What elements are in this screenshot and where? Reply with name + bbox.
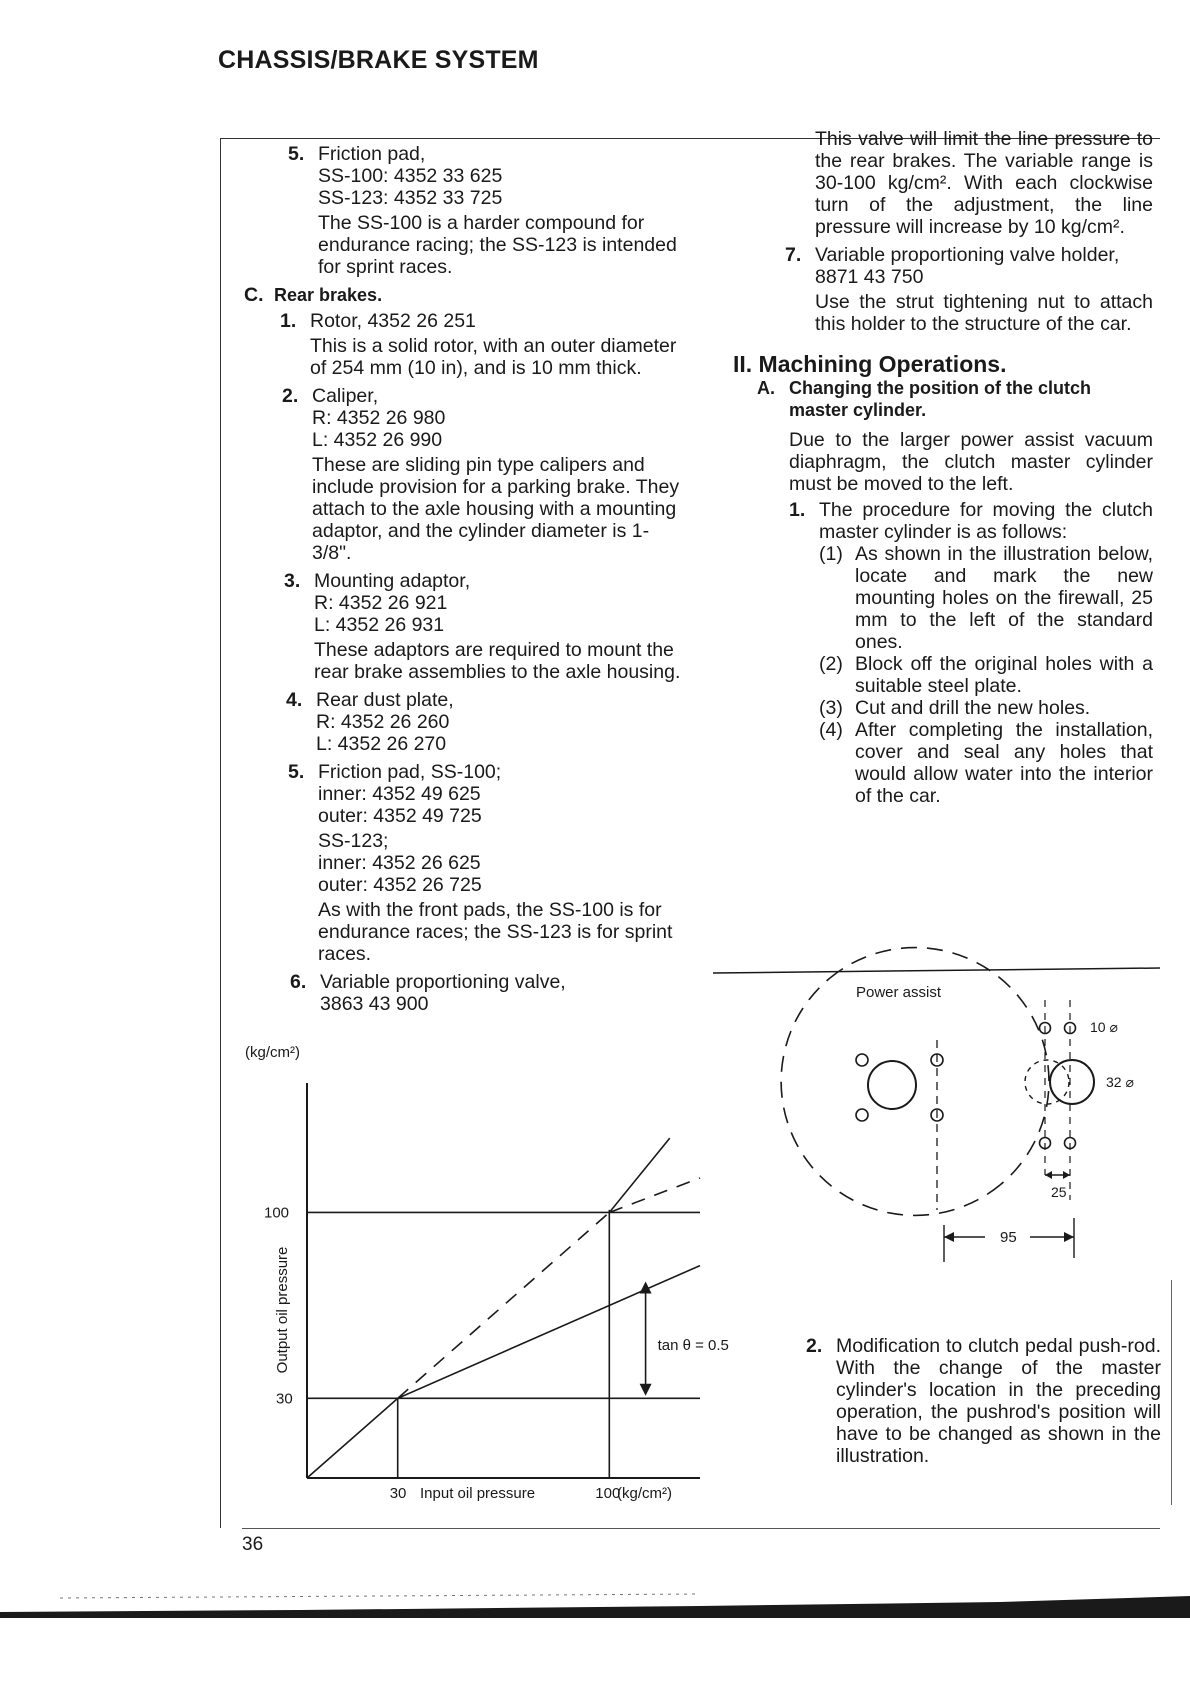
label-hole-10: 10 ⌀ bbox=[1090, 1019, 1118, 1035]
item-paragraph: These are sliding pin type calipers and include provision for a parking brake. They attach to the axle housing with a mounting adaptor, and the cylinder diameter is 1-3/8". bbox=[312, 454, 680, 564]
page-number: 36 bbox=[242, 1534, 264, 1555]
series-line bbox=[398, 1266, 700, 1399]
stud-hole bbox=[856, 1054, 868, 1066]
page-title: CHASSIS/BRAKE SYSTEM bbox=[218, 46, 539, 74]
item-number: 7. bbox=[785, 244, 802, 266]
item-line: inner: 4352 26 625 bbox=[318, 852, 481, 874]
item-line: SS-100: 4352 33 625 bbox=[318, 165, 503, 187]
substep-text: As shown in the illustration below, locate and mark the new mounting holes on the firewall, 25 mm to the left of the standard ones. bbox=[855, 543, 1153, 653]
substep-mark: (2) bbox=[819, 653, 843, 675]
item-line: L: 4352 26 931 bbox=[314, 614, 445, 636]
series-line bbox=[398, 1212, 610, 1398]
item-paragraph: Use the strut tightening nut to attach this holder to the structure of the car. bbox=[815, 291, 1153, 335]
item-line: SS-123: 4352 33 725 bbox=[318, 187, 503, 209]
item-line: 3863 43 900 bbox=[320, 993, 429, 1015]
item-line: Mounting adaptor, bbox=[314, 570, 471, 592]
section-label: A. bbox=[757, 378, 775, 398]
item-line: inner: 4352 49 625 bbox=[318, 783, 481, 805]
y-tick-label: 30 bbox=[276, 1390, 293, 1408]
y-axis-label: Output oil pressure bbox=[274, 1246, 291, 1374]
item-line: Friction pad, bbox=[318, 143, 426, 165]
item-line: Friction pad, SS-100; bbox=[318, 761, 502, 783]
step-number: 2. bbox=[806, 1335, 823, 1357]
section-title-machining: II. Machining Operations. bbox=[733, 351, 1007, 377]
item-number: 4. bbox=[286, 689, 303, 711]
item-number: 1. bbox=[280, 310, 297, 332]
substep-text: Block off the original holes with a suitable steel plate. bbox=[855, 653, 1153, 697]
stud-hole bbox=[856, 1109, 868, 1121]
center-hole bbox=[868, 1061, 916, 1109]
substep-mark: (1) bbox=[819, 543, 843, 565]
item-number: 5. bbox=[288, 761, 305, 783]
tan-annotation: tan θ = 0.5 bbox=[657, 1337, 729, 1355]
item-line: outer: 4352 49 725 bbox=[318, 805, 482, 827]
substep-mark: (4) bbox=[819, 719, 843, 741]
label-hole-32: 32 ⌀ bbox=[1106, 1074, 1134, 1090]
section-heading: Rear brakes. bbox=[274, 285, 383, 305]
x-tick-label: 100 bbox=[595, 1485, 621, 1502]
item-number: 2. bbox=[282, 385, 299, 407]
original-cylinder-hole bbox=[1025, 1060, 1069, 1104]
item-line: outer: 4352 26 725 bbox=[318, 874, 482, 896]
valve-description: This valve will limit the line pressure to the rear brakes. The variable range is 30-100 kg/cm². With each clockwise turn of the adjustment, the line pressure will increase by 10 kg/cm². bbox=[815, 128, 1153, 238]
item-line: SS-123; bbox=[318, 830, 389, 852]
section-label: C. bbox=[244, 284, 264, 306]
item-line: R: 4352 26 921 bbox=[314, 592, 448, 614]
substep-text: Cut and drill the new holes. bbox=[855, 697, 1091, 719]
scan-shadow bbox=[0, 1588, 1190, 1618]
step-number: 1. bbox=[789, 499, 806, 521]
item-number: 3. bbox=[284, 570, 301, 592]
item-line: Caliper, bbox=[312, 385, 379, 407]
item-paragraph: These adaptors are required to mount the rear brake assemblies to the axle housing. bbox=[314, 639, 681, 683]
series-line bbox=[307, 1398, 398, 1478]
item-paragraph: As with the front pads, the SS-100 is for endurance races; the SS-123 is for sprint races. bbox=[318, 899, 673, 965]
item-line: R: 4352 26 260 bbox=[316, 711, 450, 733]
item-paragraph: The SS-100 is a harder compound for endurance racing; the SS-123 is intended for sprint races. bbox=[318, 212, 677, 278]
item-line: Rear dust plate, bbox=[316, 689, 454, 711]
diagram-labels bbox=[856, 984, 1134, 1246]
item-line: Variable proportioning valve holder, 8871 43 750 bbox=[815, 244, 1120, 288]
substep-mark: (3) bbox=[819, 697, 843, 719]
y-unit-label: (kg/cm²) bbox=[245, 1044, 300, 1061]
item-line: Variable proportioning valve, bbox=[320, 971, 566, 993]
section-heading: Changing the position of the clutch master cylinder. bbox=[789, 378, 1091, 420]
step-text: The procedure for moving the clutch master cylinder is as follows: bbox=[819, 499, 1153, 543]
scan-shadow-fill bbox=[0, 1596, 1190, 1618]
substep-text: After completing the installation, cover and seal any holes that would allow water into the interior of the car. bbox=[855, 719, 1153, 807]
item-number: 5. bbox=[288, 143, 305, 165]
master-cylinder-hole bbox=[1050, 1060, 1094, 1104]
power-assist-outline-left bbox=[781, 978, 1000, 1215]
item-line: L: 4352 26 990 bbox=[312, 429, 443, 451]
pressure-chart bbox=[245, 1044, 729, 1502]
item-line: R: 4352 26 980 bbox=[312, 407, 446, 429]
item-paragraph: This is a solid rotor, with an outer diameter of 254 mm (10 in), and is 10 mm thick. bbox=[310, 335, 677, 379]
x-unit-label: (kg/cm²) bbox=[617, 1485, 672, 1502]
label-dim-95: 95 bbox=[1000, 1229, 1017, 1246]
item-line: L: 4352 26 270 bbox=[316, 733, 447, 755]
x-tick-label: 30 bbox=[389, 1485, 407, 1502]
item-line: Rotor, 4352 26 251 bbox=[310, 310, 476, 332]
label-dim-25: 25 bbox=[1051, 1184, 1067, 1200]
step-text: Modification to clutch pedal push-rod. With the change of the master cylinder's location in the preceding operation, the pushrod's position will have to be changed as shown in the illustration. bbox=[836, 1335, 1161, 1467]
scan-dots bbox=[60, 1594, 700, 1598]
firewall-top-edge bbox=[713, 968, 1160, 973]
x-axis-label: Input oil pressure bbox=[420, 1485, 536, 1502]
label-power-assist: Power assist bbox=[856, 984, 942, 1001]
item-number: 6. bbox=[290, 971, 307, 993]
section-body: Due to the larger power assist vacuum diaphragm, the clutch master cylinder must be moved to the left. bbox=[789, 429, 1153, 495]
y-tick-label: 100 bbox=[264, 1204, 290, 1222]
